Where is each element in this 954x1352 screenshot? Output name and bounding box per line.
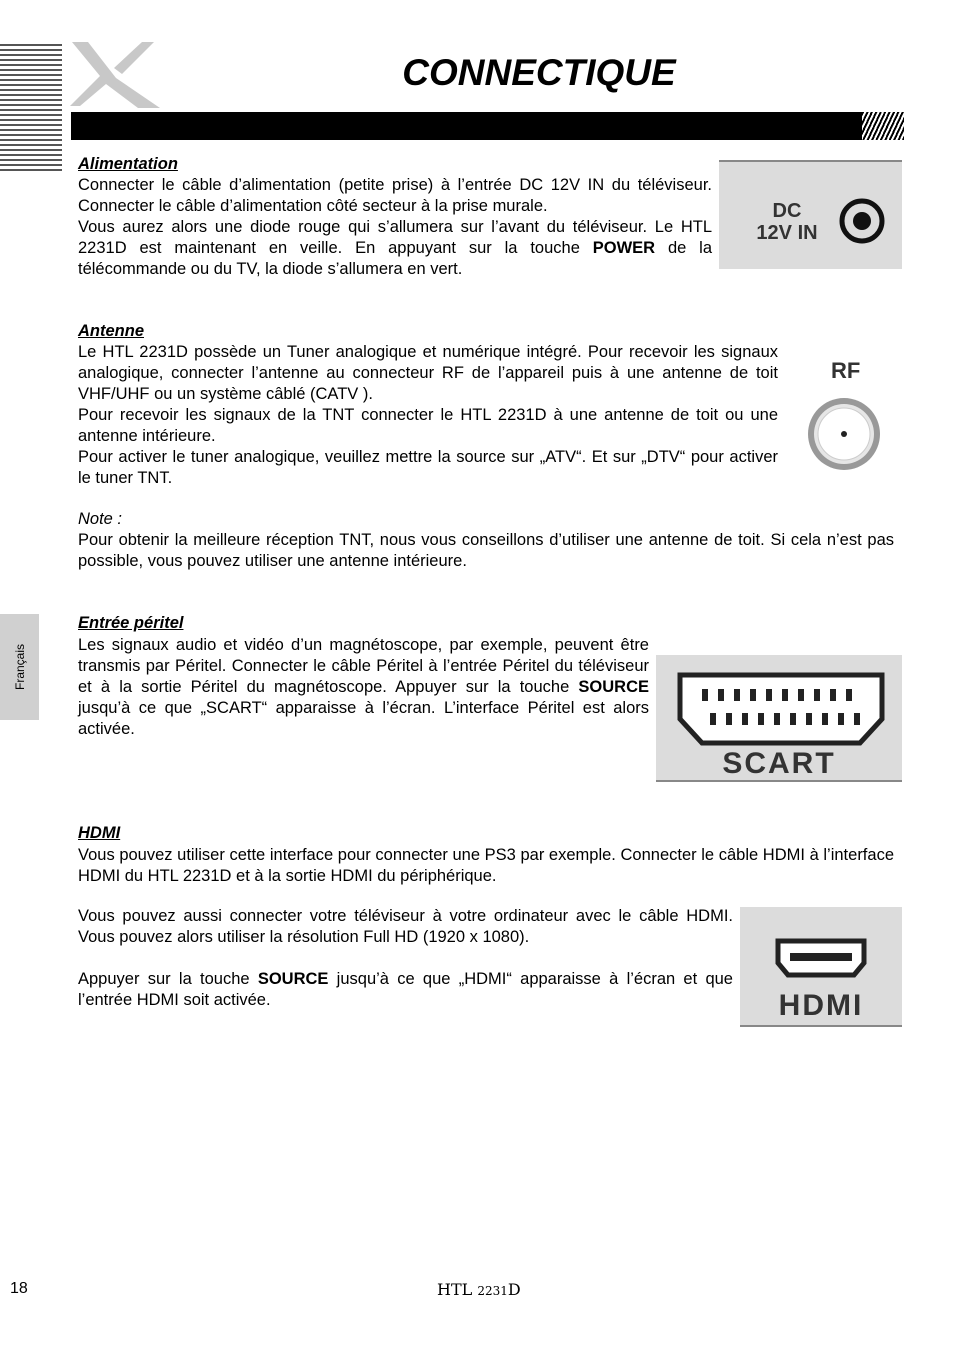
scart-connector-image (656, 655, 902, 782)
hdmi-paragraph-1: Vous pouvez utiliser cette interface pour connecter une PS3 par exemple. Connecter le câble HDMI à l’interface HDMI du HTL 2231D et à la sortie HDMI du périphérique. (78, 846, 894, 885)
alimentation-paragraph-1: Connecter le câble d’alimentation (petite prise) à l’entrée DC 12V IN du téléviseur. Connecter le câble d’alimentation côté secteur à la prise murale. (78, 176, 712, 215)
page-title: CONNECTIQUE (402, 52, 676, 93)
hdmi-connector-image (740, 907, 902, 1027)
peritel-paragraph: Les signaux audio et vidéo d’un magnétoscope, par exemple, peuvent être transmis par Péritel. Connecter le câble Péritel à l’entrée Péritel du téléviseur et à la sortie Péritel du magnétoscope. Appuyer sur la touche SOURCE jusqu’à ce que „SCART“ apparaisse à l’écran. L’interface Péritel est alors activée. (78, 636, 649, 738)
source-key-label-hdmi: SOURCE (257, 970, 329, 988)
section-heading-peritel: Entrée péritel (78, 614, 184, 632)
page-number: 18 (10, 1280, 28, 1297)
section-heading-alimentation: Alimentation (78, 155, 178, 173)
dc-connector-image (719, 160, 902, 269)
dc-label: DC 12V IN (756, 200, 818, 244)
header-bar (71, 112, 871, 140)
scart-label: SCART (722, 747, 836, 780)
scart-port-icon (672, 669, 890, 749)
hdmi-paragraph-3: Appuyer sur la touche SOURCE jusqu’à ce que „HDMI“ apparaisse à l’écran et que l’entrée HDMI soit activée. (78, 970, 733, 1009)
rf-connector-icon (805, 395, 883, 473)
antenne-paragraph-1: Le HTL 2231D possède un Tuner analogique et numérique intégré. Pour recevoir les signaux analogique, connecter l’antenne au connecteur RF de l’appareil puis à une antenne de toit VHF/UHF ou un système câblé (CATV ). (78, 343, 778, 403)
power-key-label: POWER (592, 239, 656, 257)
antenne-paragraph-3: Pour activer le tuner analogique, veuillez mettre la source sur „ATV“. Et sur „DTV“ pour activer le tuner TNT. (78, 448, 778, 487)
dc-jack-icon (837, 196, 887, 246)
header-stripes (0, 44, 62, 172)
hdmi-paragraph-2: Vous pouvez aussi connecter votre téléviseur à votre ordinateur avec le câble HDMI. Vous pouvez alors utiliser la résolution Full HD (1920 x 1080). (78, 907, 733, 946)
note-label: Note : (78, 510, 123, 528)
rf-label: RF (831, 358, 861, 383)
antenne-paragraph-2: Pour recevoir les signaux de la TNT connecter le HTL 2231D à une antenne de toit ou une antenne intérieure. (78, 406, 778, 445)
footer-model: HTL 2231D (437, 1280, 521, 1299)
alimentation-paragraph-2: Vous aurez alors une diode rouge qui s’allumera sur l’avant du téléviseur. Le HTL 2231D est maintenant en veille. En appuyant sur la touche POWER de la télécommande ou du TV, la diode s’allumera en vert. (78, 218, 712, 278)
brand-logo-x (66, 40, 166, 112)
section-heading-hdmi: HDMI (78, 824, 121, 842)
language-tab-label: Français (12, 643, 27, 691)
hdmi-label: HDMI (778, 989, 864, 1022)
source-key-label: SOURCE (578, 678, 649, 696)
hdmi-port-icon (774, 937, 868, 979)
note-text: Pour obtenir la meilleure réception TNT, nous vous conseillons d’utiliser une antenne de toit. Si cela n’est pas possible, vous pouvez utiliser une antenne intérieure. (78, 531, 894, 570)
alimentation-text (78, 175, 712, 280)
antenne-text (78, 342, 778, 489)
section-heading-antenne: Antenne (78, 322, 144, 340)
header-bar-fade (862, 112, 904, 140)
language-tab (0, 614, 39, 720)
